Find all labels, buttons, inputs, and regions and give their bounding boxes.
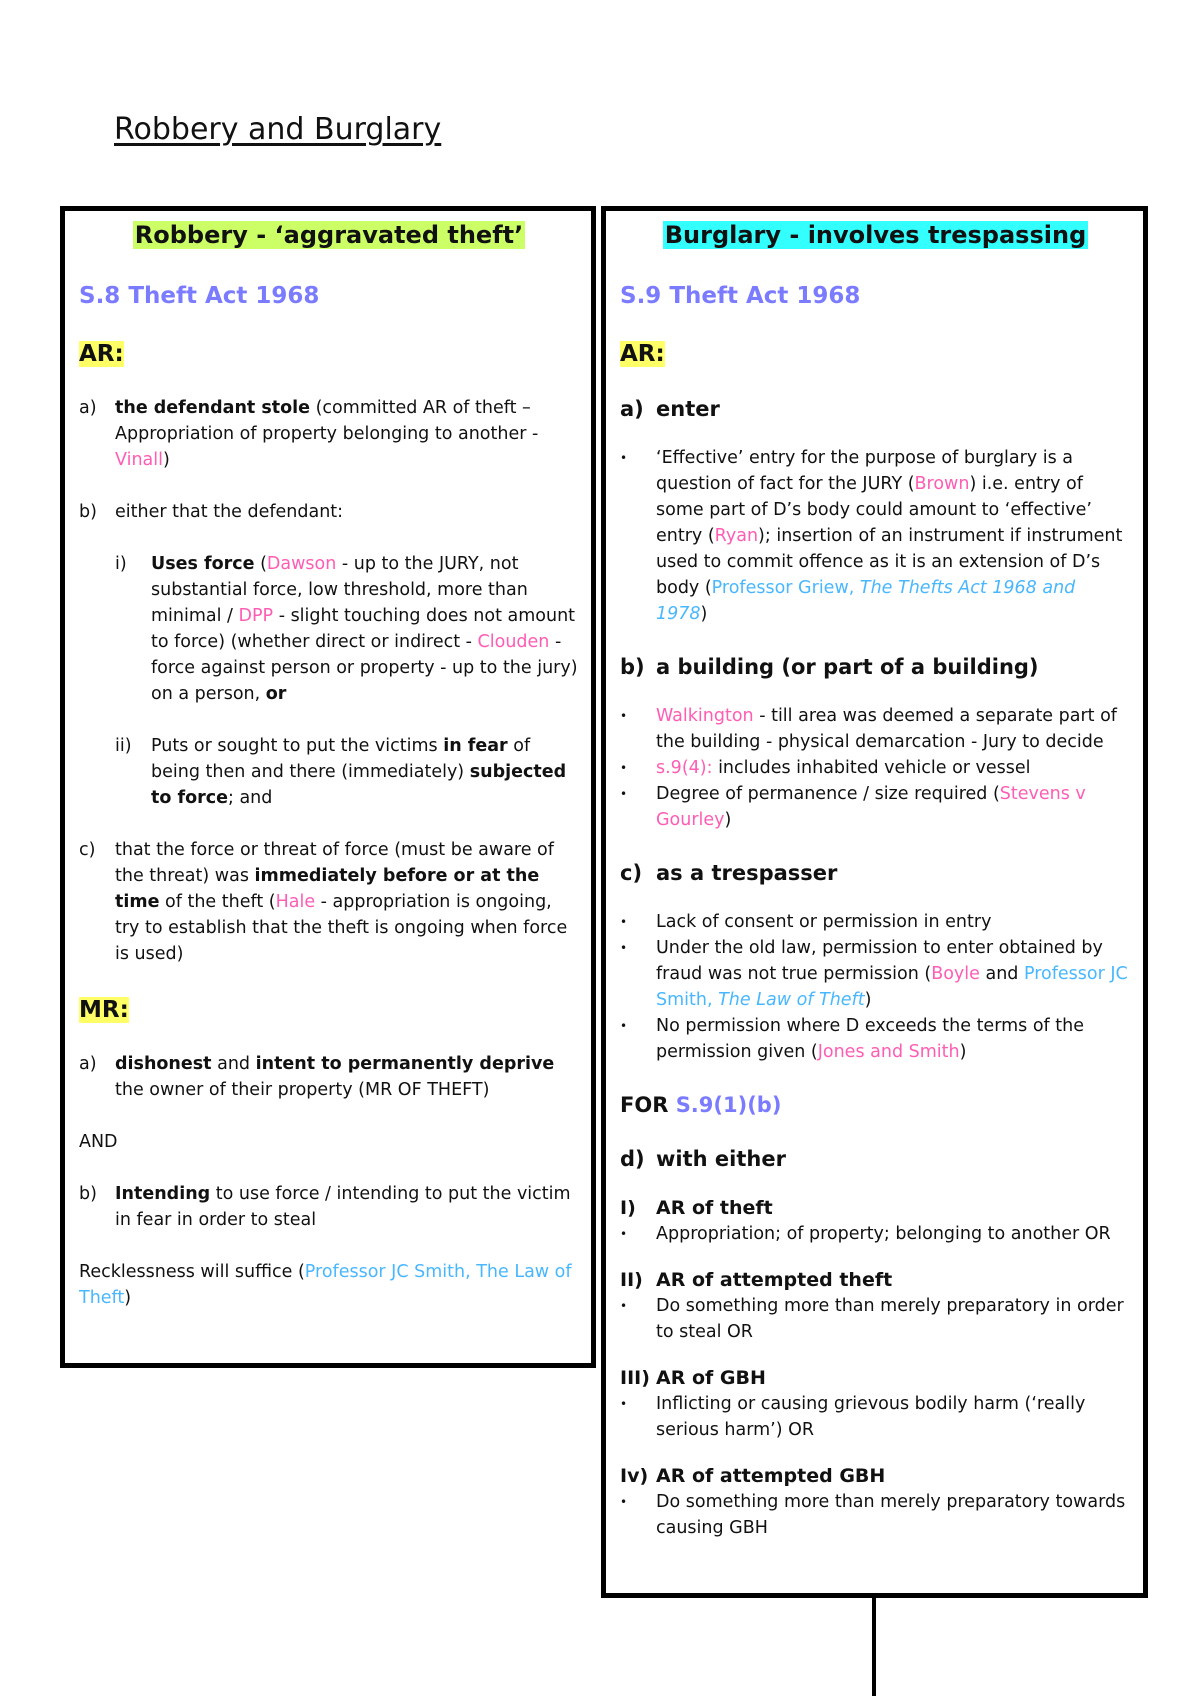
text: ) [864, 990, 872, 1010]
authority-reference: Professor JC Smith, The Law of Theft [79, 1262, 572, 1308]
text: (committed AR of theft – Appropriation of property belonging to another - [115, 398, 539, 444]
bold-text: immediately before or at the time [115, 866, 540, 912]
text: to use force / intending to put the victim in fear in order to steal [115, 1184, 571, 1230]
list-item [620, 909, 1131, 935]
bold-text: in fear [443, 736, 508, 756]
bold-text: intent to permanently deprive [255, 1054, 555, 1074]
case-name: Boyle [931, 964, 980, 984]
page-title: Robbery and Burglary [114, 112, 442, 147]
text: Under the old law, permission to enter obtained by fraud was not true permission ( [656, 938, 1103, 984]
text: of being then and there (immediately) [151, 736, 531, 782]
robbery-mr-item-b [79, 1181, 579, 1233]
bold-text: Intending [115, 1184, 211, 1204]
item-text [151, 551, 579, 707]
burglary-item-b-head [620, 653, 1131, 681]
text: - up to the JURY, not substantial force, low threshold, more than minimal / [151, 554, 528, 626]
case-name: Ryan [714, 526, 759, 546]
burglary-roman-I-bullets [620, 1221, 1131, 1247]
burglary-trespasser-bullets [620, 909, 1131, 1065]
item-heading: AR of GBH [656, 1367, 766, 1389]
item-text [115, 837, 579, 967]
bullet-icon: • [620, 709, 628, 723]
case-name: Hale [275, 892, 316, 912]
case-name: Clouden [477, 632, 550, 652]
bold-text: the defendant stole [115, 398, 311, 418]
bullet-icon: • [620, 1227, 628, 1241]
text: - till area was deemed a separate part of the building - physical demarcation - Jury to decide [656, 706, 1117, 752]
item-text [115, 1181, 579, 1233]
item-text [656, 781, 1131, 833]
item-text [115, 1051, 579, 1103]
list-item [620, 1293, 1131, 1345]
burglary-ar-label [620, 339, 1131, 369]
burglary-heading [620, 219, 1131, 251]
burglary-building-bullets [620, 703, 1131, 833]
item-label: a) [79, 1054, 97, 1074]
list-item [620, 1391, 1131, 1443]
bullet-icon: • [620, 761, 628, 775]
item-label: ii) [115, 736, 132, 756]
burglary-ar-label-text: AR: [620, 341, 665, 367]
item-text [656, 445, 1131, 627]
burglary-roman-IV-bullets [620, 1489, 1131, 1541]
text: the owner of their property (MR OF THEFT) [115, 1080, 490, 1100]
connector-line [872, 1598, 876, 1696]
authority-title: The Thefts Act 1968 and 1978 [656, 578, 1076, 624]
list-item [620, 1221, 1131, 1247]
text: ; and [228, 788, 273, 808]
robbery-ar-label [79, 339, 579, 369]
text: Puts or sought to put the victims [151, 736, 444, 756]
item-label: c) [79, 840, 96, 860]
text: ) [124, 1288, 132, 1308]
text: and [211, 1054, 256, 1074]
case-name: Stevens v Gourley [656, 784, 1086, 830]
item-text [656, 1013, 1131, 1065]
list-item [620, 935, 1131, 1013]
item-heading: with either [656, 1147, 786, 1171]
case-name: Jones and Smith [817, 1042, 960, 1062]
item-heading: a building (or part of a building) [656, 655, 1039, 679]
item-label: I) [620, 1197, 636, 1219]
text: includes inhabited vehicle or vessel [712, 758, 1031, 778]
text: Degree of permanence / size required ( [656, 784, 1000, 804]
text: ) [163, 450, 170, 470]
text: - force against person or property - up to the jury) on a person, [151, 632, 578, 704]
burglary-roman-IV [620, 1463, 1131, 1489]
item-label: c) [620, 861, 643, 885]
item-heading: enter [656, 397, 720, 421]
burglary-item-c-head [620, 859, 1131, 887]
item-text: Inflicting or causing grievous bodily harm (‘really serious harm’) OR [656, 1394, 1086, 1440]
list-item [620, 781, 1131, 833]
text: - slight touching does not amount to force) (whether direct or indirect - [151, 606, 576, 652]
bullet-icon: • [620, 1019, 628, 1033]
item-heading: as a trespasser [656, 861, 838, 885]
item-label: d) [620, 1147, 645, 1171]
robbery-and-text: AND [79, 1132, 118, 1152]
bold-text: Uses force [151, 554, 255, 574]
robbery-heading-text: Robbery - ‘aggravated theft’ [134, 221, 524, 249]
bullet-icon: • [620, 451, 628, 465]
list-item [620, 1489, 1131, 1541]
bullet-icon: • [620, 1397, 628, 1411]
case-name: Dawson [266, 554, 337, 574]
robbery-mr-label [79, 995, 579, 1025]
statute-reference: S.9(1)(b) [675, 1093, 782, 1117]
bullet-icon: • [620, 915, 628, 929]
item-label: i) [115, 554, 127, 574]
authority-reference: Professor Griew, [711, 578, 860, 598]
robbery-item-i [115, 551, 579, 707]
item-text [151, 733, 579, 811]
item-label: b) [620, 655, 645, 679]
robbery-box [60, 206, 596, 1368]
case-name: Brown [914, 474, 970, 494]
item-label: III) [620, 1367, 650, 1389]
text: No permission where D exceeds the terms of the permission given ( [656, 1016, 1084, 1062]
burglary-item-d-head [620, 1145, 1131, 1173]
text: of the theft ( [159, 892, 276, 912]
item-label: b) [79, 502, 97, 522]
bullet-icon: • [620, 1299, 628, 1313]
robbery-item-ii [115, 733, 579, 811]
bold-text: or [265, 684, 287, 704]
text: FOR [620, 1093, 676, 1117]
item-text: Appropriation; of property; belonging to another OR [656, 1224, 1111, 1244]
burglary-roman-III-bullets [620, 1391, 1131, 1443]
item-heading: AR of theft [656, 1197, 773, 1219]
authority-title: The Law of Theft [718, 990, 865, 1010]
bold-text: dishonest [115, 1054, 212, 1074]
item-text [115, 395, 579, 473]
statute-reference: s.9(4): [656, 758, 713, 778]
bullet-icon: • [620, 1495, 628, 1509]
text: ) [724, 810, 732, 830]
burglary-heading-text: Burglary - involves trespassing [664, 221, 1087, 249]
item-text [656, 755, 1131, 781]
text: and [979, 964, 1024, 984]
item-text: Lack of consent or permission in entry [656, 912, 992, 932]
burglary-roman-II-bullets [620, 1293, 1131, 1345]
item-text [656, 703, 1131, 755]
text: Recklessness will suffice ( [79, 1262, 305, 1282]
item-label: b) [79, 1184, 97, 1204]
text: ); insertion of an instrument if instrument used to commit offence as it is an extension of D’s body ( [656, 526, 1123, 598]
robbery-ar-label-text: AR: [79, 341, 124, 367]
list-item [620, 445, 1131, 627]
bold-text: subjected to force [151, 762, 567, 808]
burglary-roman-III [620, 1365, 1131, 1391]
robbery-item-b [79, 499, 579, 525]
item-label: Iv) [620, 1465, 649, 1487]
authority-reference: Professor JC Smith, [656, 964, 1128, 1010]
text: ( [254, 554, 267, 574]
burglary-for-section [620, 1091, 1131, 1119]
burglary-roman-II [620, 1267, 1131, 1293]
burglary-act: S.9 Theft Act 1968 [620, 283, 861, 309]
robbery-heading [79, 219, 579, 251]
item-label: II) [620, 1269, 643, 1291]
item-text [656, 935, 1131, 1013]
text: ‘Effective’ entry for the purpose of burglary is a question of fact for the JURY ( [656, 448, 1074, 494]
burglary-enter-bullets [620, 445, 1131, 627]
item-heading: AR of attempted GBH [656, 1465, 886, 1487]
burglary-item-a-head [620, 395, 1131, 423]
robbery-item-a [79, 395, 579, 473]
bullet-icon: • [620, 787, 628, 801]
item-heading: AR of attempted theft [656, 1269, 893, 1291]
robbery-recklessness [79, 1259, 579, 1311]
item-text: Do something more than merely preparatory in order to steal OR [656, 1296, 1124, 1342]
text: ) [700, 604, 708, 624]
robbery-act: S.8 Theft Act 1968 [79, 283, 320, 309]
robbery-mr-item-a [79, 1051, 579, 1103]
text: - appropriation is ongoing, try to establish that the theft is ongoing when force is used) [115, 892, 568, 964]
list-item [620, 1013, 1131, 1065]
item-text: Do something more than merely preparatory towards causing GBH [656, 1492, 1126, 1538]
text: that the force or threat of force (must be aware of the threat) was [115, 840, 554, 886]
text: ) i.e. entry of some part of D’s body could amount to ‘effective’ entry ( [656, 474, 1092, 546]
case-name: DPP [238, 606, 274, 626]
item-label: a) [79, 398, 97, 418]
item-label: a) [620, 397, 644, 421]
robbery-item-c [79, 837, 579, 967]
text: ) [959, 1042, 967, 1062]
case-name: Walkington [656, 706, 754, 726]
bullet-icon: • [620, 941, 628, 955]
list-item [620, 703, 1131, 755]
item-text: either that the defendant: [115, 502, 344, 522]
list-item [620, 755, 1131, 781]
burglary-roman-I [620, 1195, 1131, 1221]
case-name: Vinall [115, 450, 163, 470]
robbery-mr-label-text: MR: [79, 997, 129, 1023]
burglary-box [601, 206, 1148, 1598]
